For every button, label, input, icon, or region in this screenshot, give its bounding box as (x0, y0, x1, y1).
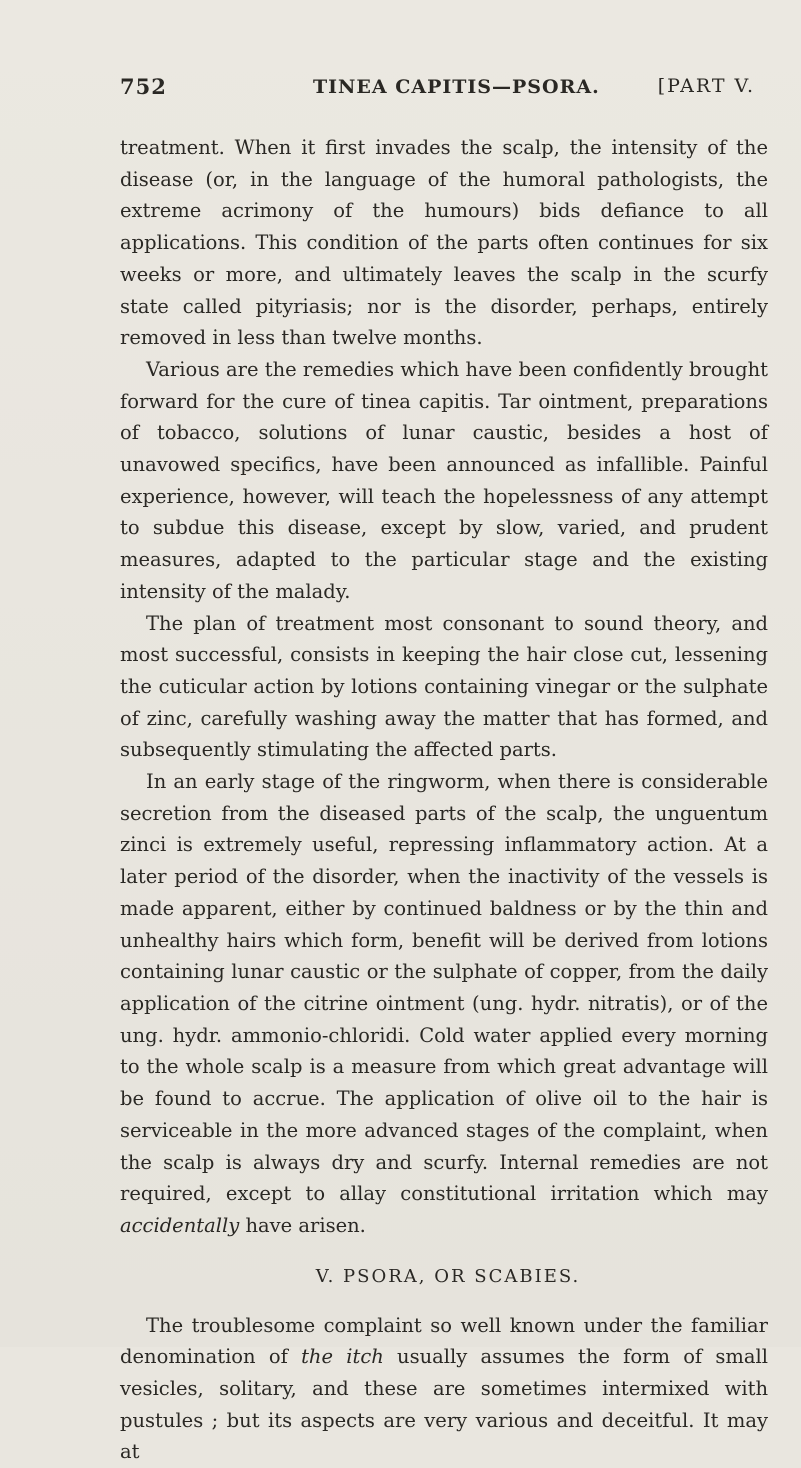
paragraph-psora-text: The troublesome complaint so well known under the familiar denomination of (120, 1313, 768, 1369)
paragraph-early-stage-text: In an early stage of the ringworm, when there is considerable secretion from the diseased parts of the scalp, the unguentum zinci is extremely useful, repressing inflammatory action. At a later period of the disorder, when the inactivity of the vessels is made apparent, either by continued baldness or by the thin and unhealthy hairs which form, benefit will be derived from lotions containing lunar caustic or the sulphate of copper, from the daily application of the citrine ointment (ung. hydr. nitratis), or of the ung. hydr. ammonio-chloridi. Cold water applied every morning to the whole scalp is a measure from which great advantage will be found to accrue. The application of olive oil to the hair is serviceable in the more advanced stages of the complaint, when the scalp is always dry and scurfy. Internal remedies are not required, except to allay constitutional irritation which may (120, 770, 768, 1206)
page-number: 752 (120, 74, 167, 99)
paragraph-continuation: treatment. When it first invades the scalp, the intensity of the disease (or, in the language of the humoral pathologists, the extreme acrimony of the humours) bids defiance to all applications. This condition of the parts often continues for six weeks or more, and ultimately leaves the scalp in the scurfy state called pityriasis; nor is the disorder, perhaps, entirely removed in less than twelve months. (120, 136, 768, 350)
paragraph-psora-italic: the itch (301, 1345, 384, 1369)
paragraph-early-stage (120, 766, 768, 1242)
section-heading: V. PSORA, OR SCABIES. (315, 1265, 581, 1287)
running-title: TINEA CAPITIS—PSORA. (313, 76, 600, 98)
paragraph-remedies: Various are the remedies which have been confidently brought forward for the cure of tinea capitis. Tar ointment, preparations of tobacco, solutions of lunar caustic, besides a host of unavowed specifics, have been announced as infallible. Painful experience, however, will teach the hopelessness of any attempt to subdue this disease, except by slow, varied, and prudent measures, adapted to the particular stage and the existing intensity of the malady. (120, 357, 768, 603)
paragraph-early-stage-end: have arisen. (239, 1213, 366, 1237)
part-label: [PART V. (657, 75, 755, 97)
body-text (120, 132, 768, 1468)
running-head (120, 74, 767, 106)
paragraph-psora-end: usually assumes the form of small vesicles, solitary, and these are sometimes intermixed with pustules ; but its aspects are very various and deceitful. It may at (120, 1345, 768, 1464)
paragraph-treatment-plan: The plan of treatment most consonant to sound theory, and most successful, consists in keeping the hair close cut, lessening the cuticular action by lotions containing vinegar or the sulphate of zinc, carefully washing away the matter that has formed, and subsequently stimulating the affected parts. (120, 611, 768, 762)
paragraph-psora (120, 1310, 768, 1468)
paragraph-early-stage-italic: accidentally (120, 1213, 240, 1237)
